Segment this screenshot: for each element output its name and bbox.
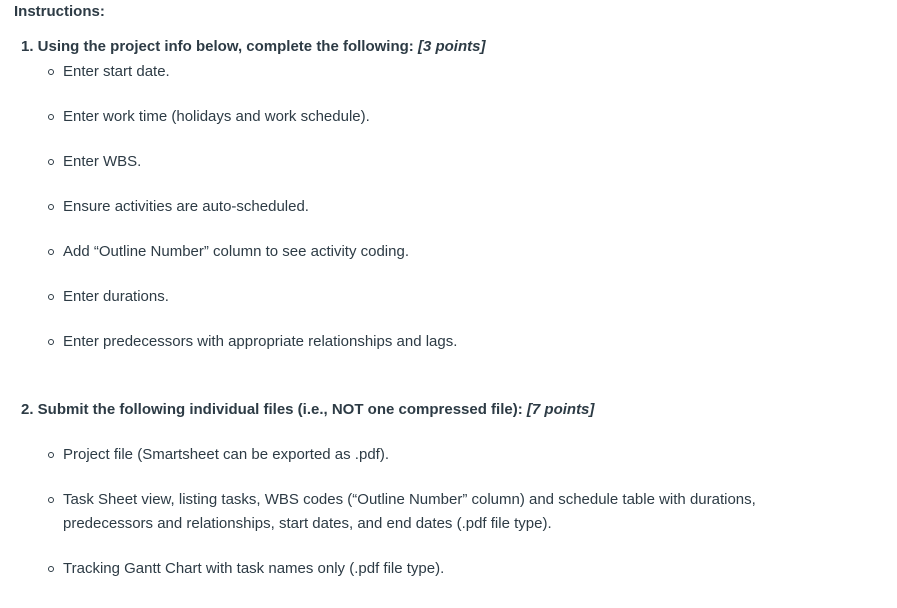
instructions-heading: Instructions: xyxy=(14,3,105,20)
section-2-item-task-sheet: Task Sheet view, listing tasks, WBS codes (“Outline Number” column) and schedule table with durations, predecessors and relationships, start dates, and end dates (.pdf file type). xyxy=(63,491,756,532)
bullet-icon xyxy=(48,452,54,458)
bullet-icon xyxy=(48,294,54,300)
bullet-icon xyxy=(48,497,54,503)
section-1-item-wbs: Enter WBS. xyxy=(63,153,142,170)
section-1-item-predecessors: Enter predecessors with appropriate relationships and lags. xyxy=(63,333,458,350)
section-1-item-start-date: Enter start date. xyxy=(63,63,170,80)
bullet-icon xyxy=(48,69,54,75)
bullet-icon xyxy=(48,566,54,572)
section-2-item-project-file: Project file (Smartsheet can be exported as .pdf). xyxy=(63,446,389,463)
bullet-icon xyxy=(48,204,54,210)
section-2-item-tracking-gantt: Tracking Gantt Chart with task names only (.pdf file type). xyxy=(63,560,445,577)
section-2-title xyxy=(21,401,594,419)
section-1-item-durations: Enter durations. xyxy=(63,288,169,305)
bullet-icon xyxy=(48,114,54,120)
section-1-title-text: 1. Using the project info below, complete the following: xyxy=(21,38,414,55)
section-2-title-text: 2. Submit the following individual files (i.e., NOT one compressed file): xyxy=(21,401,523,418)
bullet-icon xyxy=(48,159,54,165)
bullet-icon xyxy=(48,339,54,345)
section-1-points: [3 points] xyxy=(417,38,486,55)
section-1-item-outline-number: Add “Outline Number” column to see activity coding. xyxy=(63,243,409,260)
section-2-points: [7 points] xyxy=(526,401,595,418)
section-1-title xyxy=(21,38,485,56)
section-1-item-auto-scheduled: Ensure activities are auto-scheduled. xyxy=(63,198,309,215)
bullet-icon xyxy=(48,249,54,255)
section-1-item-work-time: Enter work time (holidays and work schedule). xyxy=(63,108,370,125)
